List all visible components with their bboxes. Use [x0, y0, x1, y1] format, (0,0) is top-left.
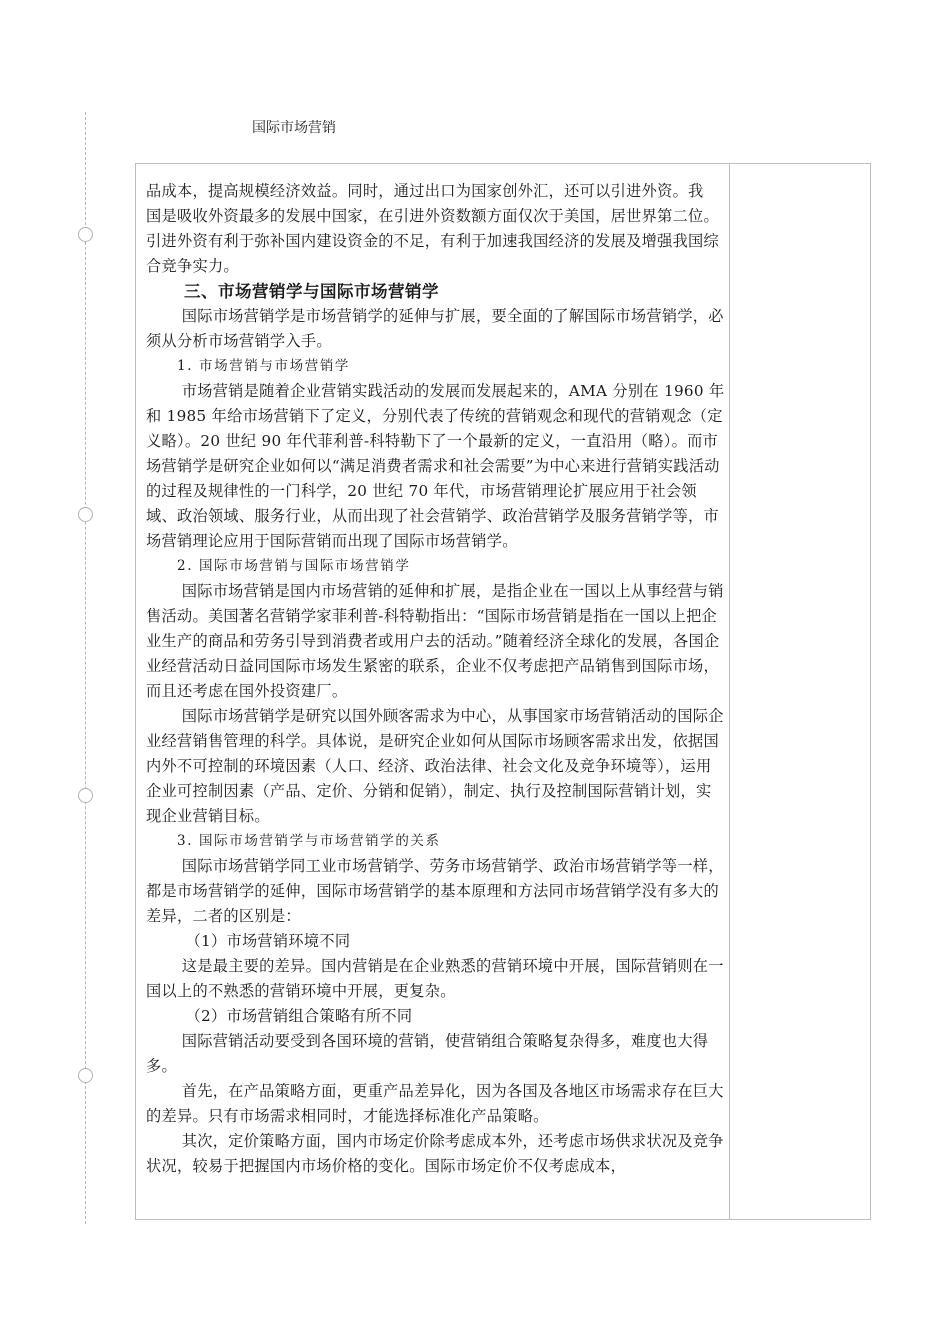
- binding-margin-line: [85, 112, 86, 1224]
- paragraph: 首先，在产品策略方面，更重产品差异化，因为各国及各地区市场需求存在巨大的差异。只有市场需求相同时，才能选择标准化产品策略。: [146, 1082, 724, 1125]
- subsection-heading: 1. 市场营销与市场营销学: [177, 358, 351, 374]
- paragraph: 国际市场营销是国内市场营销的延伸和扩展，是指企业在一国以上从事经营与销售活动。美国著名营销学家菲利普-科特勒指出：“国际市场营销是指在一国以上把企业生产的商品和劳务引导到消费者或用户去的活动。”随着经济全球化的发展，各国企业经营活动日益同国际市场发生紧密的联系，企业不仅考虑把产品销售到国际市场，而且还考虑在国外投资建厂。: [146, 582, 724, 700]
- paragraph: 市场营销是随着企业营销实践活动的发展而发展起来的，AMA 分别在 1960 年和 1985 年给市场营销下了定义，分别代表了传统的营销观念和现代的营销观念（定义略）。20 世纪 90 年代菲利普-科特勒下了一个最新的定义，一直沿用（略）。而市场营销学是研究企业如何以“满足消费者需求和社会需要”为中心来进行营销实践活动的过程及规律性的一门科学，20 世纪 70 年代，市场营销理论扩展应用于社会领域、政治领域、服务行业，从而出现了社会营销学、政治营销学及服务营销学等，市场营销理论应用于国际营销而出现了国际市场营销学。: [146, 382, 725, 550]
- paragraph: 国际市场营销学是市场营销学的延伸与扩展，要全面的了解国际市场营销学，必须从分析市场营销学入手。: [146, 307, 724, 350]
- content-frame: [135, 163, 871, 1220]
- paragraph: 国际市场营销学同工业市场营销学、劳务市场营销学、政治市场营销学等一样，都是市场营销学的延伸，国际市场营销学的基本原理和方法同市场营销学没有多大的差异，二者的区别是：: [146, 857, 724, 925]
- page-header-title: 国际市场营销: [252, 120, 336, 136]
- paragraph: 国际营销活动要受到各国环境的营销，使营销组合策略复杂得多，难度也大得多。: [146, 1032, 709, 1075]
- binding-hole-icon: [78, 788, 93, 803]
- paragraph: 这是最主要的差异。国内营销是在企业熟悉的营销环境中开展，国际营销则在一国以上的不熟悉的营销环境中开展，更复杂。: [146, 957, 724, 1000]
- list-item: （1）市场营销环境不同: [185, 932, 351, 950]
- document-body: [146, 179, 726, 1179]
- binding-hole-icon: [78, 1068, 93, 1083]
- subsection-heading: 2. 国际市场营销与国际市场营销学: [177, 558, 411, 574]
- subsection-heading: 3. 国际市场营销学与市场营销学的关系: [177, 833, 441, 849]
- binding-hole-icon: [78, 507, 93, 522]
- list-item: （2）市场营销组合策略有所不同: [185, 1007, 413, 1025]
- margin-column-divider: [729, 164, 730, 1219]
- binding-hole-icon: [78, 227, 93, 242]
- paragraph: 国际市场营销学是研究以国外顾客需求为中心，从事国家市场营销活动的国际企业经营销售管理的科学。具体说，是研究企业如何从国际市场顾客需求出发，依据国内外不可控制的环境因素（人口、经济、政治法律、社会文化及竞争环境等），运用企业可控制因素（产品、定价、分销和促销），制定、执行及控制国际营销计划，实现企业营销目标。: [146, 707, 724, 825]
- section-heading: 三、市场营销学与国际市场营销学: [183, 282, 439, 301]
- paragraph: 其次，定价策略方面，国内市场定价除考虑成本外，还考虑市场供求状况及竞争状况，较易于把握国内市场价格的变化。国际市场定价不仅考虑成本，: [146, 1132, 724, 1175]
- paragraph: 国是吸收外资最多的发展中国家，在引进外资数额方面仅次于美国，居世界第二位。引进外资有利于弥补国内建设资金的不足，有利于加速我国经济的发展及增强我国综合竞争实力。: [146, 207, 720, 275]
- paragraph: 品成本，提高规模经济效益。同时，通过出口为国家创外汇，还可以引进外资。我: [146, 182, 704, 200]
